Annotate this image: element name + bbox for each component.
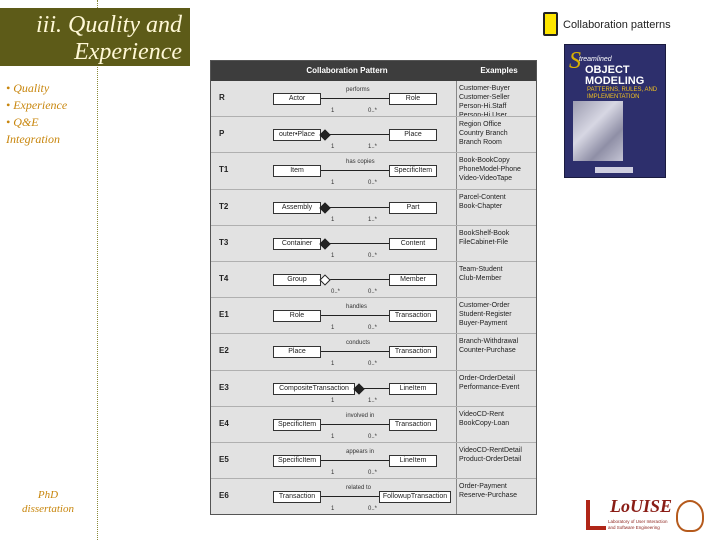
pattern-row bbox=[211, 407, 536, 443]
association-line bbox=[321, 460, 389, 461]
example-item: Book-Chapter bbox=[459, 202, 503, 210]
left-class-box: SpecificItem bbox=[273, 419, 321, 431]
left-class-box: Item bbox=[273, 165, 321, 177]
example-item: Club-Member bbox=[459, 275, 502, 282]
footer-note-line2: dissertation bbox=[22, 503, 74, 515]
example-item: BookCopy-Loan bbox=[459, 419, 510, 427]
pattern-row bbox=[211, 334, 536, 370]
example-item: Order-OrderDetail bbox=[459, 374, 516, 382]
examples-cell bbox=[459, 374, 519, 392]
left-class-box: Container bbox=[273, 238, 321, 250]
aggregation-diamond-icon bbox=[319, 238, 330, 249]
examples-cell bbox=[459, 84, 510, 120]
multiplicity-left: 1 bbox=[331, 397, 335, 404]
pattern-code: E1 bbox=[219, 310, 229, 320]
table-header bbox=[211, 61, 536, 81]
pattern-row bbox=[211, 371, 536, 407]
multiplicity-left: 1 bbox=[331, 144, 335, 151]
association-line bbox=[321, 496, 379, 497]
multiplicity-left: 1 bbox=[331, 108, 335, 114]
association-role: involved in bbox=[346, 412, 375, 419]
examples-cell bbox=[459, 229, 509, 247]
sidebar-divider bbox=[97, 0, 98, 540]
association-role: related to bbox=[346, 485, 372, 492]
multiplicity-right: 0..* bbox=[368, 289, 378, 295]
pattern-code: E5 bbox=[219, 455, 229, 464]
example-item: Video-VideoTape bbox=[459, 175, 513, 183]
title-box bbox=[0, 8, 190, 66]
multiplicity-right: 0..* bbox=[368, 180, 378, 187]
bullet-item: Integration bbox=[6, 132, 60, 146]
logo-mark-icon bbox=[586, 500, 606, 530]
association-line bbox=[321, 98, 389, 99]
example-item: Person-Hi.Staff bbox=[459, 103, 507, 110]
example-item: Branch Room bbox=[459, 139, 502, 147]
association-line bbox=[321, 170, 389, 171]
pattern-code: P bbox=[219, 129, 225, 139]
slide-title-line2: Experience bbox=[74, 39, 182, 65]
multiplicity-left: 1 bbox=[331, 361, 335, 368]
examples-cell bbox=[459, 156, 521, 183]
examples-cell bbox=[459, 482, 517, 500]
bullet-list bbox=[6, 80, 67, 148]
right-class-box: Place bbox=[389, 129, 437, 141]
left-class-box: outer•Place bbox=[273, 129, 321, 141]
multiplicity-left: 1 bbox=[331, 506, 335, 513]
book-subtitle: PATTERNS, RULES, AND IMPLEMENTATION bbox=[587, 87, 658, 100]
multiplicity-left: 1 bbox=[331, 433, 335, 440]
pattern-code: E6 bbox=[219, 491, 229, 501]
book-photo bbox=[573, 101, 623, 161]
right-class-box: Transaction bbox=[389, 310, 437, 322]
example-item: Parcel-Content bbox=[459, 193, 506, 201]
bullet-item: • Q&E bbox=[6, 115, 39, 129]
left-class-box: Group bbox=[273, 274, 321, 286]
example-item: Book-BookCopy bbox=[459, 157, 510, 165]
pattern-row bbox=[211, 153, 536, 189]
multiplicity-left: 1 bbox=[331, 470, 335, 476]
example-item: Buyer-Payment bbox=[459, 320, 508, 328]
multiplicity-left: 1 bbox=[331, 216, 335, 223]
association-line bbox=[321, 279, 389, 280]
example-item: VideoCD-RentDetail bbox=[459, 447, 522, 454]
footer-note bbox=[10, 488, 86, 516]
example-item: Region Office bbox=[459, 121, 502, 129]
row-separator bbox=[211, 514, 536, 515]
multiplicity-right: 0..* bbox=[368, 470, 378, 476]
footer-note-line1: PhD bbox=[37, 489, 59, 501]
right-class-box: FollowupTransaction bbox=[379, 491, 451, 503]
right-class-box: Transaction bbox=[389, 419, 437, 431]
logo-seal-icon bbox=[676, 500, 704, 532]
book-s-letter: S bbox=[569, 48, 581, 74]
pattern-row bbox=[211, 443, 536, 479]
pattern-code: T4 bbox=[219, 274, 229, 283]
right-class-box: Transaction bbox=[389, 346, 437, 358]
association-line bbox=[321, 243, 389, 244]
logo-name: LoUISE bbox=[610, 496, 673, 516]
multiplicity-right: 1..* bbox=[368, 397, 378, 404]
louise-logo bbox=[586, 496, 706, 536]
example-item: BookShelf-Book bbox=[459, 229, 510, 237]
bullet-item: • Quality bbox=[6, 81, 50, 95]
multiplicity-left: 1 bbox=[331, 252, 335, 259]
pattern-code: E3 bbox=[219, 382, 229, 392]
association-role: appears in bbox=[346, 449, 375, 455]
pattern-row bbox=[211, 81, 536, 117]
pattern-code: E4 bbox=[219, 418, 229, 428]
examples-cell bbox=[459, 193, 506, 211]
multiplicity-right: 0..* bbox=[368, 108, 378, 114]
example-item: Counter-Purchase bbox=[459, 347, 516, 355]
right-class-box: Part bbox=[389, 202, 437, 214]
book-title-main: OBJECT MODELING bbox=[585, 64, 645, 87]
pattern-code: T3 bbox=[219, 237, 229, 247]
examples-cell bbox=[459, 265, 503, 283]
pattern-table bbox=[210, 60, 537, 515]
example-item: FileCabinet-File bbox=[459, 238, 509, 246]
pattern-code: T1 bbox=[219, 165, 229, 175]
association-line bbox=[321, 207, 389, 208]
left-class-box: CompositeTransaction bbox=[273, 383, 355, 395]
pattern-row bbox=[211, 226, 536, 262]
example-item: Order-Payment bbox=[459, 483, 507, 491]
book-cover bbox=[564, 44, 666, 178]
left-class-box: SpecificItem bbox=[273, 455, 321, 467]
examples-cell bbox=[459, 337, 518, 355]
pattern-code: R bbox=[219, 93, 225, 102]
pattern-row bbox=[211, 117, 536, 153]
example-item: Product-OrderDetail bbox=[459, 456, 522, 463]
pattern-row bbox=[211, 262, 536, 298]
left-class-box: Transaction bbox=[273, 491, 321, 503]
example-item: Branch-Withdrawal bbox=[459, 338, 519, 346]
association-role: has copies bbox=[346, 159, 375, 166]
book-title-small: treamlined bbox=[579, 56, 612, 63]
bullet-item: • Experience bbox=[6, 98, 68, 112]
multiplicity-right: 0..* bbox=[368, 361, 378, 368]
sidebar bbox=[0, 0, 190, 540]
association-role: performs bbox=[346, 87, 370, 93]
left-class-box: Assembly bbox=[273, 202, 321, 214]
multiplicity-left: 0..* bbox=[331, 289, 341, 295]
association-line bbox=[321, 351, 389, 352]
examples-cell bbox=[459, 410, 509, 428]
right-class-box: LineItem bbox=[389, 383, 437, 395]
association-role: conducts bbox=[346, 340, 371, 347]
pattern-row bbox=[211, 298, 536, 334]
left-class-box: Actor bbox=[273, 93, 321, 105]
multiplicity-right: 0..* bbox=[368, 252, 378, 259]
aggregation-diamond-icon bbox=[319, 274, 330, 285]
example-item: Customer-Seller bbox=[459, 94, 510, 101]
example-item: VideoCD-Rent bbox=[459, 410, 505, 418]
pattern-code: T2 bbox=[219, 201, 229, 211]
aggregation-diamond-icon bbox=[319, 202, 330, 213]
pattern-row bbox=[211, 479, 536, 515]
example-item: PhoneModel-Phone bbox=[459, 166, 521, 174]
multiplicity-right: 0..* bbox=[368, 325, 378, 332]
example-item: Customer-Buyer bbox=[459, 85, 510, 92]
left-class-box: Place bbox=[273, 346, 321, 358]
sticky-note-icon bbox=[543, 12, 558, 36]
multiplicity-right: 1..* bbox=[368, 216, 378, 223]
right-class-box: SpecificItem bbox=[389, 165, 437, 177]
example-item: Customer-Order bbox=[459, 302, 510, 310]
right-class-box: Content bbox=[389, 238, 437, 250]
book-strip bbox=[595, 167, 633, 173]
multiplicity-right: 0..* bbox=[368, 506, 378, 513]
slide-title bbox=[36, 12, 182, 66]
aggregation-diamond-icon bbox=[353, 383, 364, 394]
pattern-code: E2 bbox=[219, 346, 229, 356]
slide-title-line1: iii. Quality and bbox=[36, 12, 182, 38]
association-line bbox=[321, 424, 389, 425]
association-role: handles bbox=[346, 304, 368, 311]
examples-cell bbox=[459, 446, 522, 464]
multiplicity-right: 1..* bbox=[368, 144, 378, 151]
header-title: Collaboration patterns bbox=[563, 19, 671, 31]
right-class-box: LineItem bbox=[389, 455, 437, 467]
header-examples: Examples bbox=[480, 66, 518, 75]
pattern-row bbox=[211, 190, 536, 226]
example-item: Team-Student bbox=[459, 266, 503, 273]
aggregation-diamond-icon bbox=[319, 130, 330, 141]
examples-cell bbox=[459, 120, 508, 147]
logo-subtitle: Laboratory of User Interaction and Software Engineering bbox=[608, 519, 668, 530]
header-pattern: Collaboration Pattern bbox=[306, 66, 388, 75]
multiplicity-left: 1 bbox=[331, 325, 335, 332]
example-item: Country Branch bbox=[459, 130, 508, 138]
multiplicity-right: 0..* bbox=[368, 433, 378, 440]
multiplicity-left: 1 bbox=[331, 180, 335, 187]
example-item: Student-Register bbox=[459, 311, 512, 319]
right-class-box: Member bbox=[389, 274, 437, 286]
examples-cell bbox=[459, 301, 512, 328]
association-line bbox=[321, 134, 389, 135]
example-item: Performance-Event bbox=[459, 383, 520, 391]
association-line bbox=[321, 315, 389, 316]
right-class-box: Role bbox=[389, 93, 437, 105]
left-class-box: Role bbox=[273, 310, 321, 322]
example-item: Reserve-Purchase bbox=[459, 492, 517, 500]
